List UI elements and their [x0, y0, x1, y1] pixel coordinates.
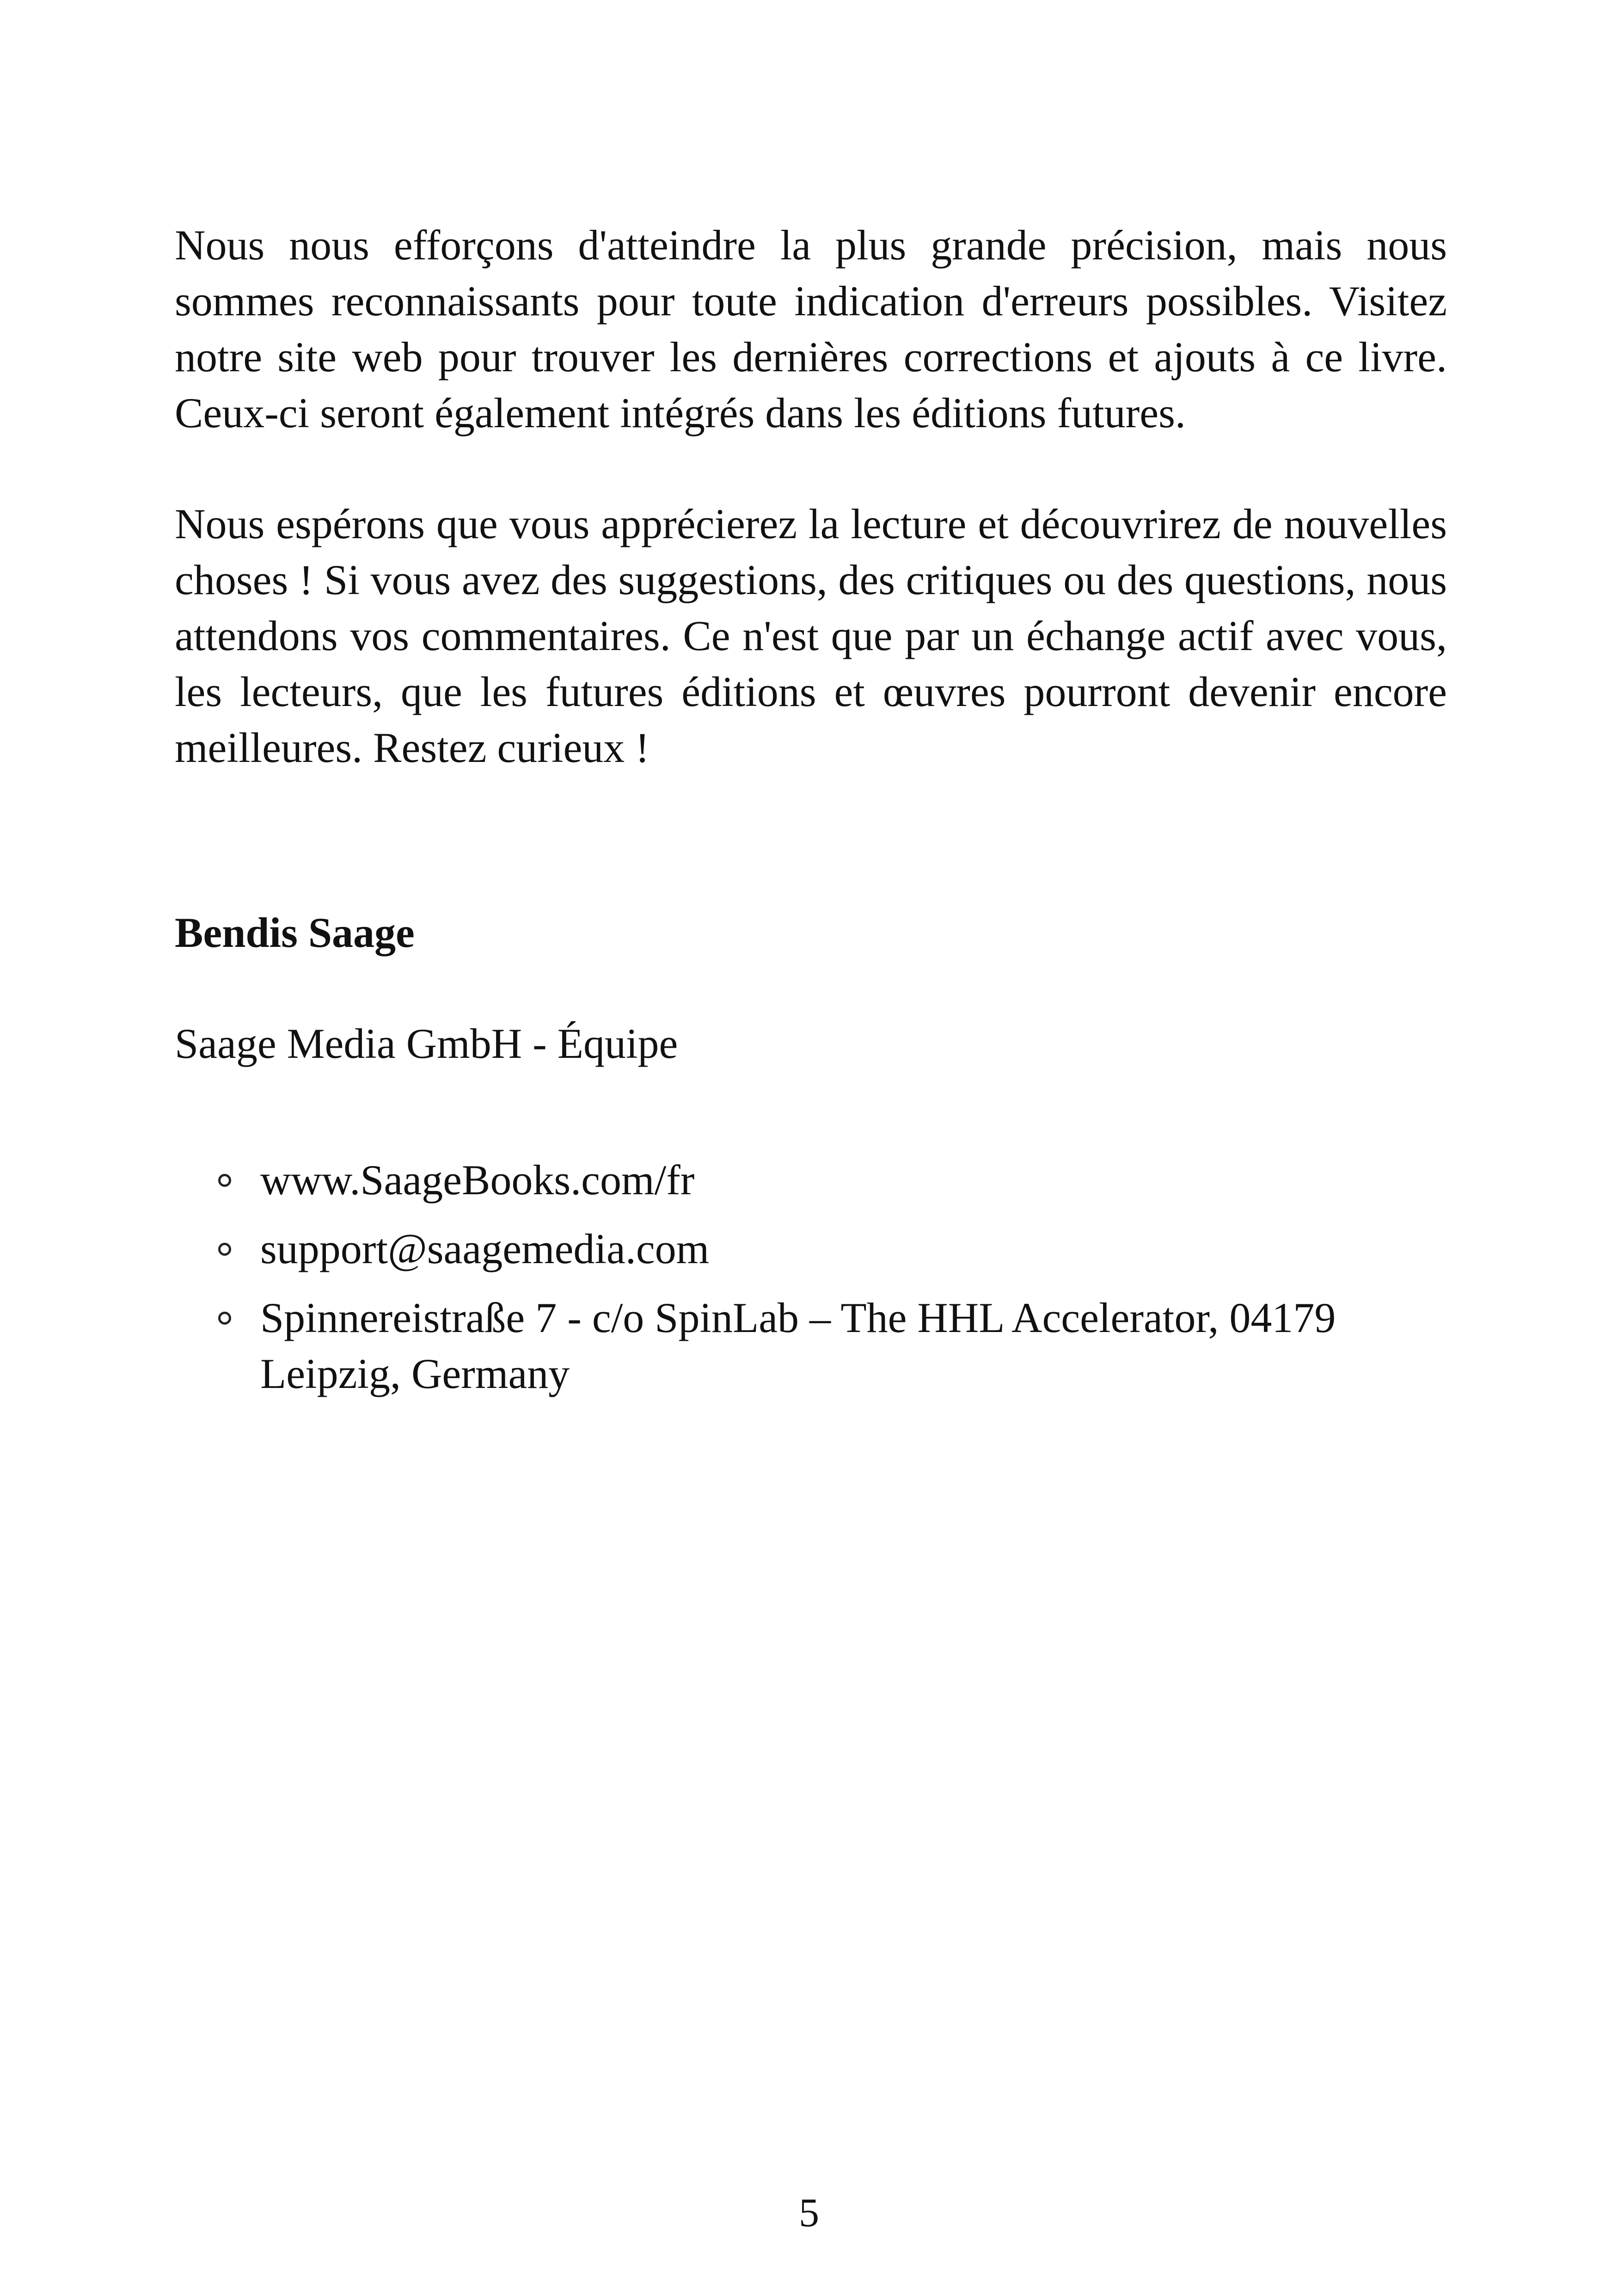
- page-content: [175, 217, 1447, 1397]
- author-name: Bendis Saage: [175, 909, 415, 956]
- contact-website[interactable]: [175, 1152, 1447, 1208]
- paragraph-accuracy: Nous nous efforçons d'atteindre la plus grande précision, mais nous sommes reconnaissants pour toute indication d'erreurs possibles. Visitez notre site web pour trouver les dernières corrections et ajouts à ce livre. Ceux-ci seront également intégrés dans les éditions futures.: [175, 221, 1447, 436]
- circle-bullet-icon: [218, 1243, 231, 1256]
- contact-address: [175, 1290, 1447, 1402]
- contact-email[interactable]: [175, 1221, 1447, 1277]
- circle-bullet-icon: [218, 1312, 231, 1325]
- contact-address-text: Spinnereistraße 7 - c/o SpinLab – The HHL Accelerator, 04179 Leipzig, Germany: [260, 1294, 1336, 1397]
- contact-email-text: support@saagemedia.com: [260, 1225, 710, 1272]
- team-name: Saage Media GmbH - Équipe: [175, 1020, 678, 1067]
- contact-website-text: www.SaageBooks.com/fr: [260, 1156, 695, 1203]
- page-number: 5: [799, 2191, 819, 2235]
- paragraph-enjoy-reading: Nous espérons que vous apprécierez la lecture et découvrirez de nouvelles choses ! Si vous avez des suggestions, des critiques ou des questions, nous attendons vos commentaires. Ce n'est que par un échange actif avec vous, les lecteurs, que les futures éditions et œuvres pourront devenir encore meilleures. Restez curieux !: [175, 500, 1447, 771]
- circle-bullet-icon: [218, 1174, 231, 1187]
- contact-list: [175, 1152, 1447, 1415]
